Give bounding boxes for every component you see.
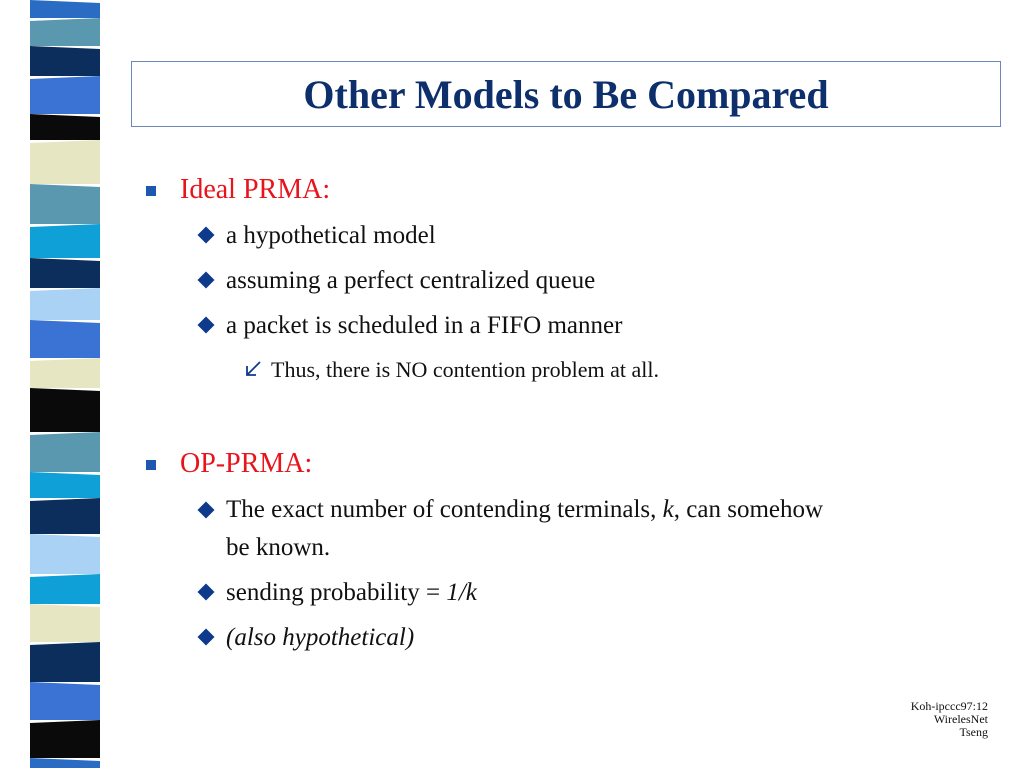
- slide-title: Other Models to Be Compared: [303, 71, 829, 117]
- variable-k: k: [662, 496, 674, 523]
- section-heading-op-prma: OP-PRMA:: [180, 448, 313, 479]
- decorative-stripe: [30, 682, 100, 720]
- bullet-item-continuation: be known.: [226, 534, 331, 561]
- decorative-stripe: [30, 388, 100, 432]
- bullet-text: The exact number of contending terminals,: [226, 496, 663, 523]
- footer-line: WirelesNet: [933, 712, 988, 726]
- arrow-down-left-icon: [244, 360, 262, 378]
- section-heading-ideal-prma: Ideal PRMA:: [180, 174, 331, 205]
- diamond-bullet-icon: [198, 317, 215, 334]
- bullet-text: , can somehow: [673, 496, 824, 523]
- bullet-item: [226, 579, 477, 607]
- bullet-item: (also hypothetical): [226, 624, 415, 651]
- decorative-stripe: [30, 642, 100, 682]
- decorative-stripe: [30, 224, 100, 258]
- decorative-stripe: [30, 18, 100, 46]
- title-box: [131, 61, 1001, 127]
- decorative-stripe: [30, 574, 100, 604]
- decorative-stripe: [30, 720, 100, 758]
- decorative-stripe: [30, 534, 100, 574]
- square-bullet-icon: [146, 460, 156, 470]
- decorative-stripe-bar: [30, 0, 100, 768]
- formula: 1/k: [446, 579, 477, 606]
- decorative-stripe: [30, 76, 100, 114]
- diamond-bullet-icon: [198, 227, 215, 244]
- decorative-stripe: [30, 432, 100, 472]
- decorative-stripe: [30, 0, 100, 18]
- footer-line: Koh-ipccc97:12: [910, 699, 988, 713]
- sub-bullet-item: Thus, there is NO contention problem at all.: [271, 357, 659, 382]
- diamond-bullet-icon: [198, 629, 215, 646]
- decorative-stripe: [30, 184, 100, 224]
- decorative-stripe: [30, 498, 100, 534]
- bullet-item: [226, 496, 823, 524]
- decorative-stripe: [30, 358, 100, 388]
- bullet-text: sending probability =: [226, 579, 447, 606]
- decorative-stripe: [30, 258, 100, 288]
- decorative-stripe: [30, 758, 100, 768]
- footer-line: Tseng: [959, 725, 988, 739]
- bullet-item: a hypothetical model: [226, 222, 436, 249]
- decorative-stripe: [30, 320, 100, 358]
- decorative-stripe: [30, 140, 100, 184]
- diamond-bullet-icon: [198, 584, 215, 601]
- bullet-item: a packet is scheduled in a FIFO manner: [226, 312, 623, 339]
- decorative-stripe: [30, 472, 100, 498]
- decorative-stripe: [30, 46, 100, 76]
- decorative-stripe: [30, 288, 100, 320]
- decorative-stripe: [30, 114, 100, 140]
- diamond-bullet-icon: [198, 272, 215, 289]
- bullet-item: assuming a perfect centralized queue: [226, 267, 596, 294]
- square-bullet-icon: [146, 186, 156, 196]
- slide-footer: [911, 700, 988, 739]
- decorative-stripe: [30, 604, 100, 642]
- diamond-bullet-icon: [198, 502, 215, 519]
